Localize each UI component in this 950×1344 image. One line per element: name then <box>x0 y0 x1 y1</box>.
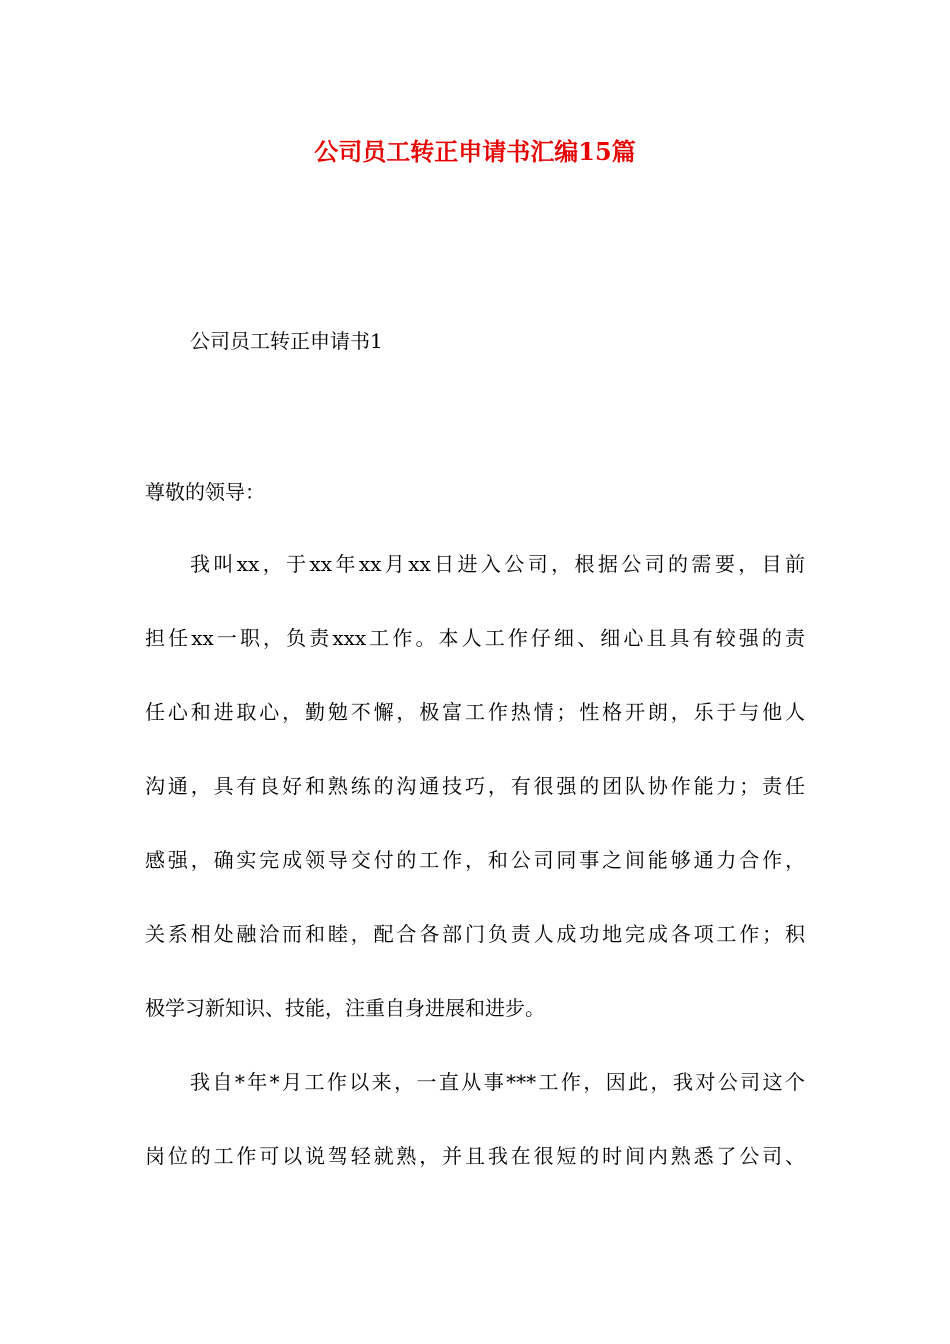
paragraph-line: 关系相处融洽而和睦，配合各部门负责人成功地完成各项工作；积 <box>145 922 805 946</box>
paragraph-line: 担任xx一职，负责xxx工作。本人工作仔细、细心且具有较强的责 <box>145 626 805 650</box>
paragraph-line: 任心和进取心，勤勉不懈，极富工作热情；性格开朗，乐于与他人 <box>145 700 805 724</box>
section-heading: 公司员工转正申请书1 <box>190 329 383 353</box>
body-paragraph-2 <box>145 1045 805 1193</box>
paragraph-line: 感强，确实完成领导交付的工作，和公司同事之间能够通力合作， <box>145 848 805 872</box>
paragraph-line: 沟通，具有良好和熟练的沟通技巧，有很强的团队协作能力；责任 <box>145 774 805 798</box>
salutation: 尊敬的领导： <box>145 480 265 504</box>
paragraph-line: 我叫xx，于xx年xx月xx日进入公司，根据公司的需要，目前 <box>190 552 805 576</box>
paragraph-line: 我自*年*月工作以来，一直从事***工作，因此，我对公司这个 <box>190 1070 805 1094</box>
body-paragraph-1 <box>145 527 805 1045</box>
document-title: 公司员工转正申请书汇编15篇 <box>314 137 636 166</box>
paragraph-line: 岗位的工作可以说驾轻就熟，并且我在很短的时间内熟悉了公司、 <box>145 1144 805 1168</box>
paragraph-line: 极学习新知识、技能，注重自身进展和进步。 <box>145 996 545 1020</box>
